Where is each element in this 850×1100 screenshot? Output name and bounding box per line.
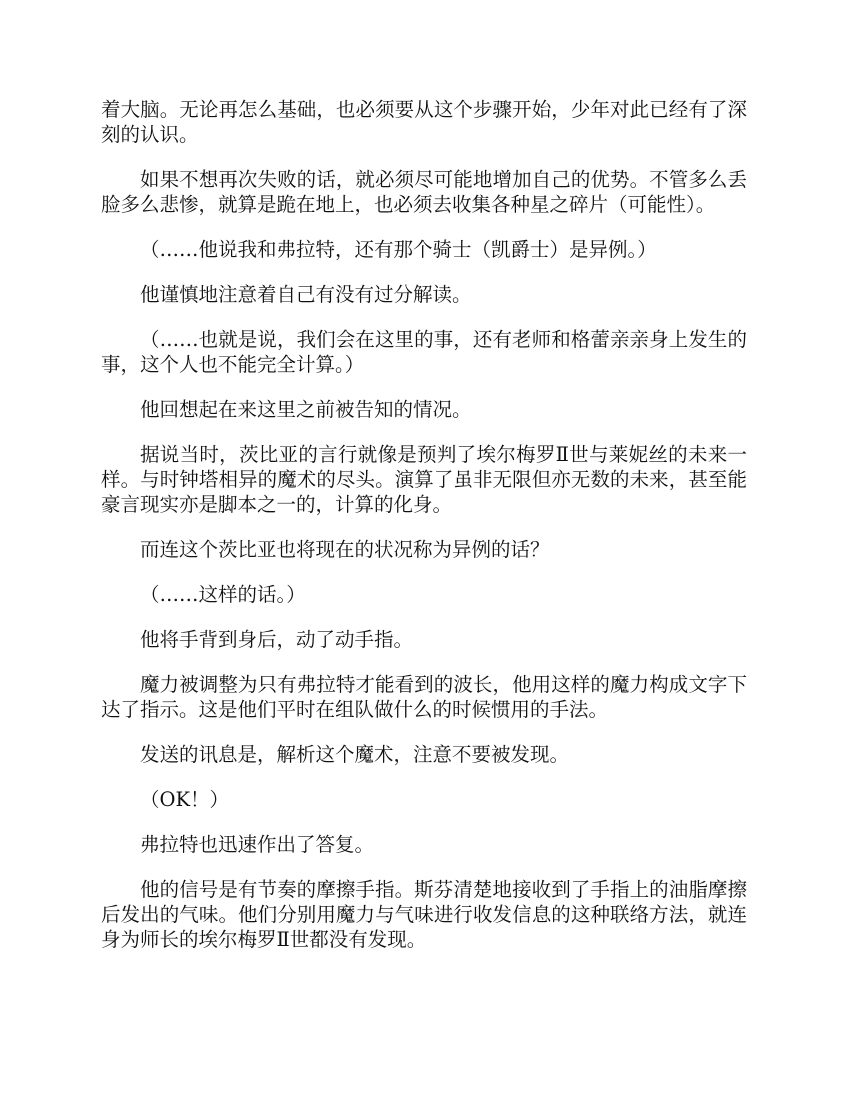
paragraph: （……这样的话。）	[140, 583, 306, 606]
paragraph: （OK！）	[140, 788, 230, 811]
paragraph: 他的信号是有节奏的摩擦手指。斯芬清楚地接收到了手指上的油脂摩擦后发出的气味。他们分别用魔力与气味进行收发信息的这种联络方法，就连身为师长的埃尔梅罗Ⅱ世都没有发现。	[101, 878, 747, 951]
paragraph: 他回想起在来这里之前被告知的情况。	[140, 398, 472, 421]
paragraph: 魔力被调整为只有弗拉特才能看到的波长，他用这样的魔力构成文字下达了指示。这是他们平时在组队做什么的时候惯用的手法。	[101, 673, 747, 721]
paragraph: 弗拉特也迅速作出了答复。	[140, 833, 375, 856]
paragraph: 他将手背到身后，动了动手指。	[140, 628, 414, 651]
paragraph: 他谨慎地注意着自己有没有过分解读。	[140, 283, 472, 306]
paragraph: 如果不想再次失败的话，就必须尽可能地增加自己的优势。不管多么丢脸多么悲惨，就算是跪在地上，也必须去收集各种星之碎片（可能性）。	[101, 168, 747, 216]
paragraph: （……也就是说，我们会在这里的事，还有老师和格蕾亲亲身上发生的事，这个人也不能完全计算。）	[101, 328, 747, 376]
paragraph: （……他说我和弗拉特，还有那个骑士（凯爵士）是异例。）	[140, 238, 657, 261]
paragraph: 着大脑。无论再怎么基础，也必须要从这个步骤开始，少年对此已经有了深刻的认识。	[101, 98, 747, 146]
body-text	[101, 97, 747, 972]
paragraph: 而连这个茨比亚也将现在的状况称为异例的话？	[140, 538, 550, 561]
paragraph: 据说当时，茨比亚的言行就像是预判了埃尔梅罗Ⅱ世与莱妮丝的未来一样。与时钟塔相异的魔术的尽头。演算了虽非无限但亦无数的未来，甚至能豪言现实亦是脚本之一的，计算的化身。	[101, 443, 747, 516]
paragraph: 发送的讯息是，解析这个魔术，注意不要被发现。	[140, 743, 570, 766]
